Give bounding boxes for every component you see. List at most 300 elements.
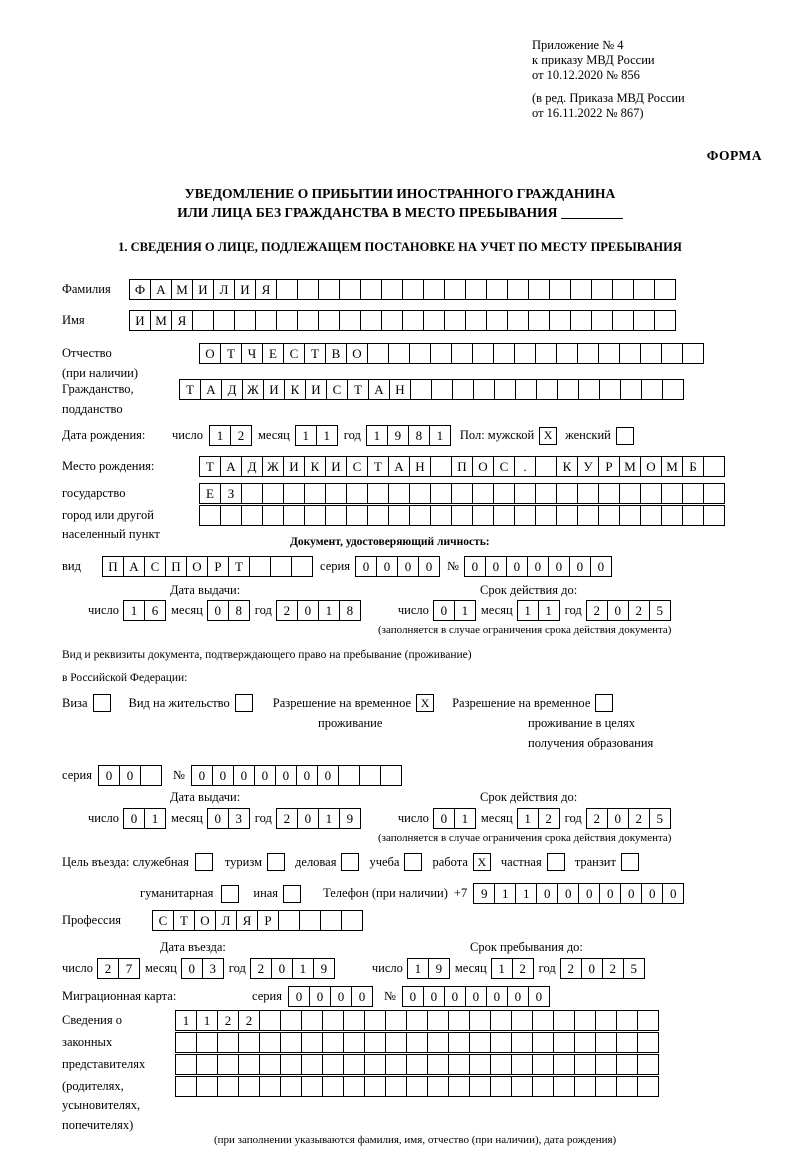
cell[interactable] <box>598 505 620 526</box>
cell[interactable] <box>291 556 313 577</box>
cell[interactable] <box>385 1076 407 1097</box>
cell[interactable]: О <box>186 556 208 577</box>
cell[interactable]: М <box>171 279 193 300</box>
cell[interactable]: 0 <box>599 883 621 904</box>
cell[interactable]: 9 <box>473 883 495 904</box>
cell[interactable]: 2 <box>628 808 650 829</box>
cell[interactable]: В <box>325 343 347 364</box>
cell[interactable] <box>175 1054 197 1075</box>
cell[interactable]: 0 <box>288 986 310 1007</box>
cell[interactable] <box>577 483 599 504</box>
cell[interactable]: Б <box>682 456 704 477</box>
cell[interactable]: 2 <box>217 1010 239 1031</box>
cell[interactable] <box>637 1076 659 1097</box>
cell[interactable]: 0 <box>275 765 297 786</box>
cell[interactable] <box>490 1076 512 1097</box>
cell[interactable] <box>452 379 474 400</box>
cell[interactable]: Д <box>221 379 243 400</box>
cell[interactable]: 0 <box>464 556 486 577</box>
cell[interactable] <box>364 1010 386 1031</box>
cell[interactable] <box>535 456 557 477</box>
birthplace-input-row-1[interactable] <box>199 456 724 477</box>
cell[interactable] <box>220 505 242 526</box>
cell[interactable] <box>385 1010 407 1031</box>
rd-series-input[interactable] <box>98 765 161 786</box>
cell[interactable] <box>427 1054 449 1075</box>
cell[interactable]: О <box>194 910 216 931</box>
residence-permit-checkbox[interactable] <box>235 694 253 712</box>
cell[interactable] <box>388 343 410 364</box>
profession-input[interactable] <box>152 910 362 931</box>
cell[interactable] <box>661 505 683 526</box>
cell[interactable]: 0 <box>569 556 591 577</box>
doc-valid-day-input[interactable] <box>433 600 475 621</box>
cell[interactable]: 0 <box>557 883 579 904</box>
legal-rep-input-row-3[interactable] <box>175 1054 658 1075</box>
temp-residence-checkbox[interactable]: X <box>416 694 434 712</box>
cell[interactable] <box>238 1032 260 1053</box>
cell[interactable] <box>507 279 529 300</box>
cell[interactable] <box>367 483 389 504</box>
cell[interactable] <box>469 1076 491 1097</box>
cell[interactable]: 0 <box>590 556 612 577</box>
cell[interactable] <box>451 505 473 526</box>
cell[interactable]: С <box>283 343 305 364</box>
cell[interactable]: Т <box>220 343 242 364</box>
cell[interactable]: О <box>199 343 221 364</box>
cell[interactable] <box>423 310 445 331</box>
cell[interactable] <box>385 1032 407 1053</box>
cell[interactable]: И <box>263 379 285 400</box>
cell[interactable] <box>444 279 466 300</box>
cell[interactable]: 1 <box>318 600 340 621</box>
cell[interactable] <box>535 505 557 526</box>
cell[interactable]: 1 <box>517 600 539 621</box>
cell[interactable]: 0 <box>351 986 373 1007</box>
cell[interactable] <box>682 343 704 364</box>
cell[interactable]: 5 <box>623 958 645 979</box>
cell[interactable] <box>598 483 620 504</box>
cell[interactable] <box>528 279 550 300</box>
cell[interactable] <box>465 310 487 331</box>
cell[interactable]: 2 <box>238 1010 260 1031</box>
cell[interactable] <box>381 279 403 300</box>
cell[interactable] <box>388 505 410 526</box>
cell[interactable]: С <box>144 556 166 577</box>
cell[interactable] <box>532 1032 554 1053</box>
cell[interactable]: П <box>451 456 473 477</box>
cell[interactable] <box>511 1076 533 1097</box>
cell[interactable] <box>448 1010 470 1031</box>
cell[interactable]: 6 <box>144 600 166 621</box>
cell[interactable] <box>322 1032 344 1053</box>
cell[interactable]: 0 <box>607 808 629 829</box>
cell[interactable]: 5 <box>649 600 671 621</box>
cell[interactable] <box>343 1054 365 1075</box>
cell[interactable] <box>703 505 725 526</box>
cell[interactable]: А <box>150 279 172 300</box>
cell[interactable] <box>511 1010 533 1031</box>
cell[interactable] <box>381 310 403 331</box>
entry-month-input[interactable] <box>181 958 223 979</box>
birthplace-input-row-3[interactable] <box>199 505 724 526</box>
cell[interactable]: 0 <box>207 808 229 829</box>
cell[interactable] <box>619 483 641 504</box>
cell[interactable]: Л <box>213 279 235 300</box>
cell[interactable]: 0 <box>212 765 234 786</box>
doc-issue-year-input[interactable] <box>276 600 360 621</box>
cell[interactable]: Т <box>304 343 326 364</box>
cell[interactable]: 1 <box>196 1010 218 1031</box>
cell[interactable]: П <box>165 556 187 577</box>
cell[interactable]: 1 <box>144 808 166 829</box>
cell[interactable] <box>448 1032 470 1053</box>
cell[interactable] <box>364 1032 386 1053</box>
cell[interactable]: 0 <box>465 986 487 1007</box>
cell[interactable] <box>343 1010 365 1031</box>
cell[interactable] <box>276 279 298 300</box>
cell[interactable] <box>570 310 592 331</box>
doc-issue-day-input[interactable] <box>123 600 165 621</box>
cell[interactable]: Р <box>207 556 229 577</box>
cell[interactable] <box>278 910 300 931</box>
doc-kind-input[interactable] <box>102 556 312 577</box>
cell[interactable] <box>140 765 162 786</box>
doc-issue-month-input[interactable] <box>207 600 249 621</box>
cell[interactable]: 9 <box>339 808 361 829</box>
cell[interactable]: 1 <box>318 808 340 829</box>
cell[interactable] <box>612 279 634 300</box>
phone-input[interactable] <box>473 883 683 904</box>
cell[interactable] <box>682 505 704 526</box>
purpose-tourism-checkbox[interactable] <box>267 853 285 871</box>
cell[interactable]: 0 <box>485 556 507 577</box>
doc-valid-month-input[interactable] <box>517 600 559 621</box>
cell[interactable]: 8 <box>228 600 250 621</box>
sex-female-checkbox[interactable] <box>616 427 634 445</box>
cell[interactable]: 1 <box>366 425 388 446</box>
cell[interactable]: 0 <box>309 986 331 1007</box>
cell[interactable]: 1 <box>517 808 539 829</box>
cell[interactable]: Я <box>171 310 193 331</box>
cell[interactable]: 1 <box>494 883 516 904</box>
rd-issue-year-input[interactable] <box>276 808 360 829</box>
purpose-other-checkbox[interactable] <box>283 885 301 903</box>
cell[interactable]: 1 <box>175 1010 197 1031</box>
cell[interactable] <box>299 910 321 931</box>
cell[interactable] <box>241 483 263 504</box>
cell[interactable]: 0 <box>271 958 293 979</box>
cell[interactable]: 2 <box>538 808 560 829</box>
cell[interactable] <box>380 765 402 786</box>
cell[interactable] <box>322 1010 344 1031</box>
cell[interactable]: Т <box>199 456 221 477</box>
cell[interactable]: Т <box>228 556 250 577</box>
cell[interactable] <box>406 1032 428 1053</box>
cell[interactable]: . <box>514 456 536 477</box>
cell[interactable] <box>283 483 305 504</box>
cell[interactable]: Ф <box>129 279 151 300</box>
cell[interactable] <box>259 1032 281 1053</box>
cell[interactable] <box>640 483 662 504</box>
cell[interactable]: 0 <box>317 765 339 786</box>
cell[interactable] <box>297 279 319 300</box>
cell[interactable]: И <box>234 279 256 300</box>
cell[interactable]: 0 <box>507 986 529 1007</box>
cell[interactable] <box>472 343 494 364</box>
name-input[interactable] <box>129 310 675 331</box>
cell[interactable]: 0 <box>433 808 455 829</box>
cell[interactable]: 0 <box>233 765 255 786</box>
cell[interactable]: 8 <box>339 600 361 621</box>
visa-checkbox[interactable] <box>93 694 111 712</box>
doc-valid-year-input[interactable] <box>586 600 670 621</box>
cell[interactable] <box>367 505 389 526</box>
cell[interactable] <box>528 310 550 331</box>
cell[interactable] <box>301 1054 323 1075</box>
cell[interactable] <box>507 310 529 331</box>
cell[interactable] <box>595 1010 617 1031</box>
cell[interactable] <box>469 1032 491 1053</box>
rd-issue-day-input[interactable] <box>123 808 165 829</box>
cell[interactable] <box>359 765 381 786</box>
cell[interactable] <box>339 310 361 331</box>
cell[interactable]: Т <box>367 456 389 477</box>
cell[interactable] <box>217 1054 239 1075</box>
cell[interactable] <box>192 310 214 331</box>
cell[interactable]: 2 <box>250 958 272 979</box>
cell[interactable]: 2 <box>628 600 650 621</box>
cell[interactable] <box>409 343 431 364</box>
rd-valid-year-input[interactable] <box>586 808 670 829</box>
cell[interactable] <box>318 279 340 300</box>
cell[interactable]: О <box>346 343 368 364</box>
cell[interactable] <box>472 505 494 526</box>
cell[interactable]: Д <box>241 456 263 477</box>
cell[interactable] <box>637 1054 659 1075</box>
cell[interactable]: Я <box>236 910 258 931</box>
cell[interactable] <box>556 505 578 526</box>
cell[interactable]: 0 <box>528 986 550 1007</box>
cell[interactable]: 1 <box>454 808 476 829</box>
entry-day-input[interactable] <box>97 958 139 979</box>
cell[interactable] <box>304 483 326 504</box>
purpose-work-checkbox[interactable]: X <box>473 853 491 871</box>
cell[interactable]: 0 <box>641 883 663 904</box>
cell[interactable]: 1 <box>292 958 314 979</box>
cell[interactable]: 0 <box>397 556 419 577</box>
cell[interactable] <box>430 343 452 364</box>
cell[interactable]: И <box>192 279 214 300</box>
purpose-official-checkbox[interactable] <box>195 853 213 871</box>
cell[interactable] <box>318 310 340 331</box>
cell[interactable]: 3 <box>202 958 224 979</box>
cell[interactable] <box>431 379 453 400</box>
cell[interactable]: Т <box>347 379 369 400</box>
cell[interactable] <box>217 1032 239 1053</box>
cell[interactable] <box>322 1054 344 1075</box>
cell[interactable] <box>427 1032 449 1053</box>
cell[interactable] <box>535 483 557 504</box>
cell[interactable] <box>595 1032 617 1053</box>
cell[interactable]: П <box>102 556 124 577</box>
cell[interactable] <box>553 1076 575 1097</box>
cell[interactable] <box>465 279 487 300</box>
cell[interactable]: К <box>304 456 326 477</box>
cell[interactable] <box>346 483 368 504</box>
cell[interactable]: 0 <box>527 556 549 577</box>
cell[interactable] <box>259 1076 281 1097</box>
cell[interactable] <box>301 1032 323 1053</box>
surname-input[interactable] <box>129 279 675 300</box>
cell[interactable] <box>514 483 536 504</box>
birth-day-input[interactable] <box>209 425 251 446</box>
cell[interactable]: И <box>325 456 347 477</box>
sex-male-checkbox[interactable]: X <box>539 427 557 445</box>
cell[interactable]: 2 <box>512 958 534 979</box>
stay-month-input[interactable] <box>491 958 533 979</box>
cell[interactable] <box>406 1054 428 1075</box>
cell[interactable] <box>549 310 571 331</box>
cell[interactable]: 0 <box>355 556 377 577</box>
cell[interactable] <box>427 1010 449 1031</box>
cell[interactable] <box>262 483 284 504</box>
cell[interactable] <box>259 1054 281 1075</box>
cell[interactable] <box>175 1032 197 1053</box>
cell[interactable]: И <box>305 379 327 400</box>
cell[interactable] <box>322 1076 344 1097</box>
cell[interactable] <box>196 1032 218 1053</box>
cell[interactable] <box>469 1054 491 1075</box>
cell[interactable] <box>553 1010 575 1031</box>
purpose-business-checkbox[interactable] <box>341 853 359 871</box>
cell[interactable] <box>402 310 424 331</box>
cell[interactable]: 2 <box>276 600 298 621</box>
cell[interactable]: Я <box>255 279 277 300</box>
cell[interactable]: 1 <box>538 600 560 621</box>
cell[interactable] <box>703 456 725 477</box>
cell[interactable] <box>578 379 600 400</box>
cell[interactable] <box>493 483 515 504</box>
birth-year-input[interactable] <box>366 425 450 446</box>
cell[interactable]: М <box>150 310 172 331</box>
cell[interactable] <box>591 310 613 331</box>
cell[interactable]: Ж <box>262 456 284 477</box>
cell[interactable] <box>270 556 292 577</box>
cell[interactable] <box>616 1010 638 1031</box>
cell[interactable]: Р <box>257 910 279 931</box>
cell[interactable] <box>364 1054 386 1075</box>
cell[interactable] <box>297 310 319 331</box>
cell[interactable]: 0 <box>207 600 229 621</box>
cell[interactable] <box>490 1010 512 1031</box>
cell[interactable]: Е <box>262 343 284 364</box>
cell[interactable]: К <box>284 379 306 400</box>
cell[interactable]: 0 <box>402 986 424 1007</box>
cell[interactable] <box>574 1076 596 1097</box>
legal-rep-input-row-1[interactable] <box>175 1010 658 1031</box>
cell[interactable]: Ж <box>242 379 264 400</box>
cell[interactable] <box>430 505 452 526</box>
cell[interactable]: С <box>346 456 368 477</box>
cell[interactable]: А <box>368 379 390 400</box>
cell[interactable] <box>199 505 221 526</box>
cell[interactable] <box>486 279 508 300</box>
cell[interactable] <box>490 1054 512 1075</box>
cell[interactable] <box>511 1054 533 1075</box>
cell[interactable]: 0 <box>578 883 600 904</box>
mc-series-input[interactable] <box>288 986 372 1007</box>
cell[interactable]: О <box>640 456 662 477</box>
cell[interactable]: Л <box>215 910 237 931</box>
cell[interactable] <box>591 279 613 300</box>
cell[interactable] <box>238 1076 260 1097</box>
cell[interactable]: 7 <box>118 958 140 979</box>
cell[interactable]: Ч <box>241 343 263 364</box>
cell[interactable] <box>577 505 599 526</box>
cell[interactable]: 1 <box>454 600 476 621</box>
cell[interactable]: 9 <box>313 958 335 979</box>
cell[interactable]: 0 <box>423 986 445 1007</box>
doc-number-input[interactable] <box>464 556 611 577</box>
cell[interactable]: 1 <box>491 958 513 979</box>
birth-month-input[interactable] <box>295 425 337 446</box>
cell[interactable] <box>213 310 235 331</box>
cell[interactable] <box>616 1076 638 1097</box>
cell[interactable] <box>234 310 256 331</box>
cell[interactable] <box>570 279 592 300</box>
cell[interactable]: Р <box>598 456 620 477</box>
cell[interactable] <box>616 1032 638 1053</box>
cell[interactable] <box>385 1054 407 1075</box>
cell[interactable] <box>259 1010 281 1031</box>
cell[interactable]: 0 <box>296 765 318 786</box>
rd-valid-day-input[interactable] <box>433 808 475 829</box>
cell[interactable]: 0 <box>418 556 440 577</box>
cell[interactable]: У <box>577 456 599 477</box>
cell[interactable] <box>549 279 571 300</box>
cell[interactable] <box>360 279 382 300</box>
cell[interactable] <box>532 1010 554 1031</box>
cell[interactable] <box>430 483 452 504</box>
stay-year-input[interactable] <box>560 958 644 979</box>
cell[interactable] <box>532 1054 554 1075</box>
cell[interactable] <box>301 1076 323 1097</box>
mc-number-input[interactable] <box>402 986 549 1007</box>
cell[interactable]: Т <box>179 379 201 400</box>
cell[interactable] <box>427 1076 449 1097</box>
cell[interactable]: 0 <box>297 600 319 621</box>
cell[interactable] <box>557 379 579 400</box>
cell[interactable]: 2 <box>276 808 298 829</box>
cell[interactable] <box>514 343 536 364</box>
rd-valid-month-input[interactable] <box>517 808 559 829</box>
cell[interactable]: 0 <box>123 808 145 829</box>
cell[interactable]: 0 <box>119 765 141 786</box>
cell[interactable] <box>325 483 347 504</box>
doc-series-input[interactable] <box>355 556 439 577</box>
cell[interactable]: О <box>472 456 494 477</box>
cell[interactable] <box>532 1076 554 1097</box>
cell[interactable] <box>339 279 361 300</box>
cell[interactable]: 0 <box>330 986 352 1007</box>
cell[interactable]: 5 <box>649 808 671 829</box>
cell[interactable]: 0 <box>662 883 684 904</box>
cell[interactable] <box>703 483 725 504</box>
cell[interactable] <box>574 1054 596 1075</box>
cell[interactable] <box>620 379 642 400</box>
cell[interactable] <box>410 379 432 400</box>
